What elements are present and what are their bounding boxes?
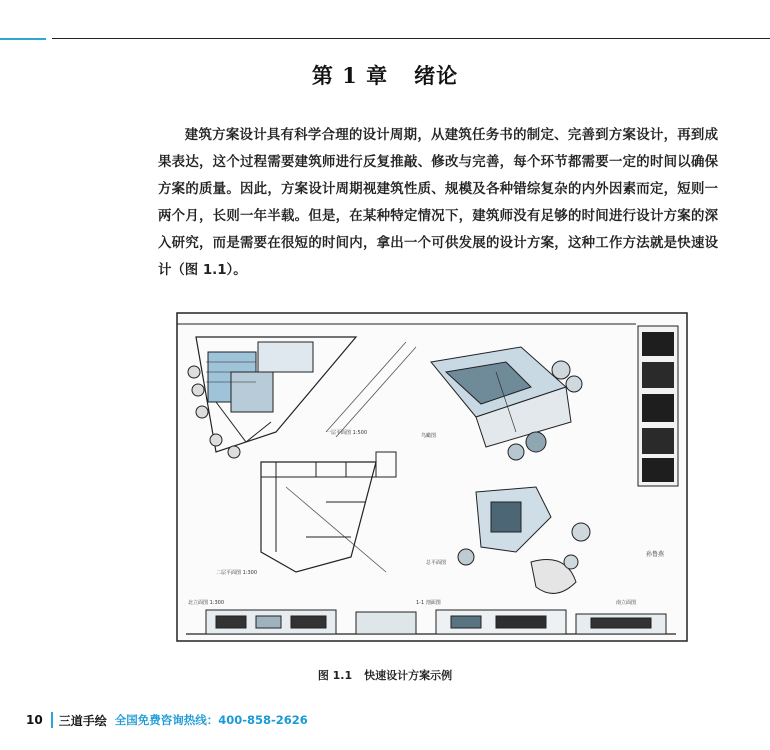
architecture-sketch-image xyxy=(176,312,688,642)
figure-caption xyxy=(0,667,770,683)
sketch-title-block xyxy=(638,326,678,486)
label-ground-plan: 一层平面图 1:500 xyxy=(326,430,367,436)
brand-name: 三道手绘 xyxy=(58,713,107,728)
label-site-plan: 总平面图 xyxy=(426,560,447,566)
caption-text: 快速设计方案示例 xyxy=(364,669,453,682)
page-number: 10 xyxy=(26,713,43,727)
label-signature: 孙鲁燕 xyxy=(646,551,665,558)
figure-architectural-sketch xyxy=(176,312,688,642)
header-accent-line xyxy=(0,38,46,40)
hotline-label: 全国免费咨询热线： xyxy=(114,713,219,727)
label-elevation-north: 北立面图 1:300 xyxy=(188,600,224,606)
label-elevation-south: 南立面图 xyxy=(616,600,637,606)
chapter-title xyxy=(0,60,770,90)
chapter-number: 第 1 章 xyxy=(311,63,389,88)
footer-divider xyxy=(51,712,53,728)
caption-number: 图 1.1 xyxy=(317,669,353,682)
body-text xyxy=(158,122,718,284)
body-paragraph: 建筑方案设计具有科学合理的设计周期，从建筑任务书的制定、完善到方案设计，再到成果表达，这个过程需要建筑师进行反复推敲、修改与完善，每个环节都需要一定的时间以确保方案的质量。因此，方案设计周期视建筑性质、规模及各种错综复杂的内外因素而定，短则一两个月，长则一年半载。但是，在某种特定情况下，建筑师没有足够的时间进行设计方案的深入研究，而是需要在很短的时间内，拿出一个可供发展的设计方案，这种工作方法就是快速设计（图 1.1）。 xyxy=(158,128,718,278)
label-section: 1-1 剖面图 xyxy=(416,600,441,606)
header-rule xyxy=(52,38,770,39)
chapter-name: 绪论 xyxy=(414,63,459,88)
page-footer xyxy=(26,711,308,729)
label-second-plan: 二层平面图 1:300 xyxy=(216,570,257,576)
hotline-number: 400-858-2626 xyxy=(218,713,308,727)
label-perspective: 鸟瞰图 xyxy=(421,433,437,439)
